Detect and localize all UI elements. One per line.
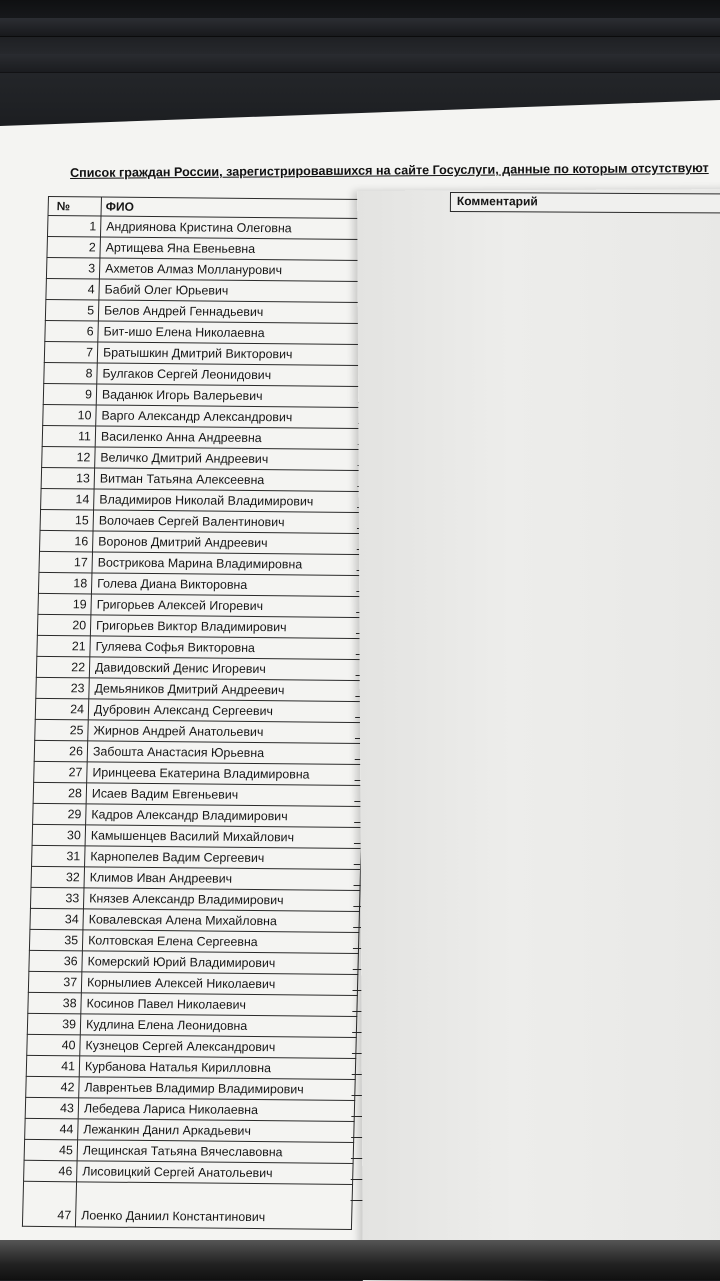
- row-full-name: Лебедева Лариса Николаевна: [78, 1098, 355, 1122]
- row-number: 31: [32, 845, 86, 867]
- keyboard-key-row: [0, 18, 720, 37]
- row-full-name: Князев Александр Владимирович: [83, 888, 360, 912]
- row-full-name: Гуляева Софья Викторовна: [90, 636, 367, 660]
- row-full-name: Братышкин Дмитрий Викторович: [97, 342, 374, 366]
- row-full-name: Дубровин Александ Сергеевич: [88, 699, 365, 723]
- row-full-name: Артищева Яна Евеньевна: [100, 237, 377, 261]
- row-number: 7: [44, 341, 98, 363]
- keyboard-key-row: [0, 54, 720, 73]
- row-full-name: Владимиров Николай Владимирович: [94, 489, 371, 513]
- row-full-name: Андриянова Кристина Олеговна: [100, 216, 377, 240]
- row-number: 24: [35, 698, 89, 720]
- column-header-name: ФИО: [101, 197, 377, 219]
- row-full-name: Курбанова Наталья Кирилловна: [79, 1056, 356, 1080]
- row-full-name: Варго Александр Александрович: [96, 405, 373, 429]
- table-row: [22, 1181, 352, 1229]
- column-header-number: №: [48, 197, 101, 217]
- row-full-name: Кузнецов Сергей Александрович: [80, 1035, 357, 1059]
- row-full-name: Климов Иван Андреевич: [84, 867, 361, 891]
- row-number: 17: [39, 551, 93, 573]
- column-header-comment: Комментарий: [450, 192, 720, 214]
- row-full-name: Вострикова Марина Владимировна: [92, 552, 369, 576]
- row-number: 6: [45, 320, 99, 342]
- row-number: 19: [38, 593, 92, 615]
- row-full-name: Василенко Анна Андреевна: [95, 426, 372, 450]
- row-number: 18: [38, 572, 92, 594]
- row-full-name: Лаврентьев Владимир Владимирович: [79, 1077, 356, 1101]
- row-number: 43: [25, 1097, 79, 1119]
- row-full-name: Голева Диана Викторовна: [91, 573, 368, 597]
- row-number: 45: [24, 1139, 78, 1161]
- row-number: 4: [46, 278, 100, 300]
- row-full-name: Ковалевская Алена Михайловна: [83, 909, 360, 933]
- row-full-name: Ахметов Алмаз Молланурович: [99, 258, 376, 282]
- row-number: 8: [44, 362, 98, 384]
- row-number: 11: [42, 425, 96, 447]
- row-number: 29: [33, 803, 87, 825]
- row-number: 3: [46, 257, 100, 279]
- row-number: 12: [42, 446, 96, 468]
- row-number: 35: [29, 929, 83, 951]
- table-body: [22, 216, 377, 1230]
- row-number: 15: [40, 509, 94, 531]
- row-number: 23: [36, 677, 90, 699]
- row-full-name: Лещинская Татьяна Вячеславовна: [77, 1140, 354, 1164]
- row-full-name: Витман Татьяна Алексеевна: [94, 468, 371, 492]
- row-number: 33: [30, 887, 84, 909]
- row-full-name: Воронов Дмитрий Андреевич: [93, 531, 370, 555]
- row-number: 42: [26, 1076, 80, 1098]
- overlapping-paper-sheet: [357, 189, 720, 1281]
- desk-edge: [0, 1240, 720, 1280]
- row-full-name: Демьяников Дмитрий Андреевич: [89, 678, 366, 702]
- row-number: 10: [43, 404, 97, 426]
- row-number: 40: [27, 1034, 81, 1056]
- row-number: 2: [47, 236, 101, 258]
- row-full-name: Камышенцев Василий Михайлович: [85, 825, 362, 849]
- row-number: 30: [32, 824, 86, 846]
- row-number: 32: [31, 866, 85, 888]
- row-number: 21: [37, 635, 91, 657]
- document-title: Список граждан России, зарегистрировавшихся на сайте Госуслуги, данные по которым отсутствуют: [70, 160, 709, 180]
- citizens-table: [22, 196, 378, 1230]
- row-number: 44: [25, 1118, 79, 1140]
- row-full-name: Кадров Александр Владимирович: [86, 804, 363, 828]
- row-number: 46: [24, 1160, 78, 1182]
- row-full-name: Величко Дмитрий Андреевич: [95, 447, 372, 471]
- row-full-name: Кудлина Елена Леонидовна: [80, 1014, 357, 1038]
- row-number: 34: [30, 908, 84, 930]
- row-full-name: Комерский Юрий Владимирович: [82, 951, 359, 975]
- row-full-name: Колтовская Елена Сергеевна: [82, 930, 359, 954]
- row-number: 25: [35, 719, 89, 741]
- row-number: 5: [45, 299, 99, 321]
- row-number: 22: [36, 656, 90, 678]
- row-full-name: Лисовицкий Сергей Анатольевич: [77, 1161, 354, 1185]
- row-full-name: Карнопелев Вадим Сергеевич: [85, 846, 362, 870]
- row-full-name: Ваданюк Игорь Валерьевич: [96, 384, 373, 408]
- row-number: 14: [41, 488, 95, 510]
- row-number: 36: [29, 950, 83, 972]
- row-full-name: Лежанкин Данил Аркадьевич: [78, 1119, 355, 1143]
- row-full-name: Бит-ишо Елена Николаевна: [98, 321, 375, 345]
- row-number: 13: [41, 467, 95, 489]
- row-number: 20: [37, 614, 91, 636]
- row-number: 9: [43, 383, 97, 405]
- row-number: 47: [22, 1181, 76, 1226]
- row-number: 27: [34, 761, 88, 783]
- row-full-name: Жирнов Андрей Анатольевич: [88, 720, 365, 744]
- row-number: 1: [47, 216, 101, 238]
- keyboard-background: [0, 0, 720, 120]
- row-full-name: Григорьев Виктор Владимирович: [90, 615, 367, 639]
- row-full-name: Григорьев Алексей Игоревич: [91, 594, 368, 618]
- row-full-name: Забошта Анастасия Юрьевна: [87, 741, 364, 765]
- row-full-name: Исаев Вадим Евгеньевич: [86, 783, 363, 807]
- row-number: 26: [34, 740, 88, 762]
- row-number: 38: [28, 992, 82, 1014]
- row-number: 28: [33, 782, 87, 804]
- row-full-name: Белов Андрей Геннадьевич: [98, 300, 375, 324]
- row-full-name: Иринцеева Екатерина Владимировна: [87, 762, 364, 786]
- row-full-name: Давидовский Денис Игоревич: [89, 657, 366, 681]
- row-number: 41: [26, 1055, 80, 1077]
- row-number: 39: [27, 1013, 81, 1035]
- row-full-name: Косинов Павел Николаевич: [81, 993, 358, 1017]
- row-full-name: Лоенко Даниил Константинович: [75, 1182, 352, 1230]
- row-number: 16: [40, 530, 94, 552]
- row-full-name: Корнылиев Алексей Николаевич: [81, 972, 358, 996]
- row-full-name: Булгаков Сергей Леонидович: [97, 363, 374, 387]
- row-number: 37: [28, 971, 82, 993]
- row-full-name: Бабий Олег Юрьевич: [99, 279, 376, 303]
- row-full-name: Волочаев Сергей Валентинович: [93, 510, 370, 534]
